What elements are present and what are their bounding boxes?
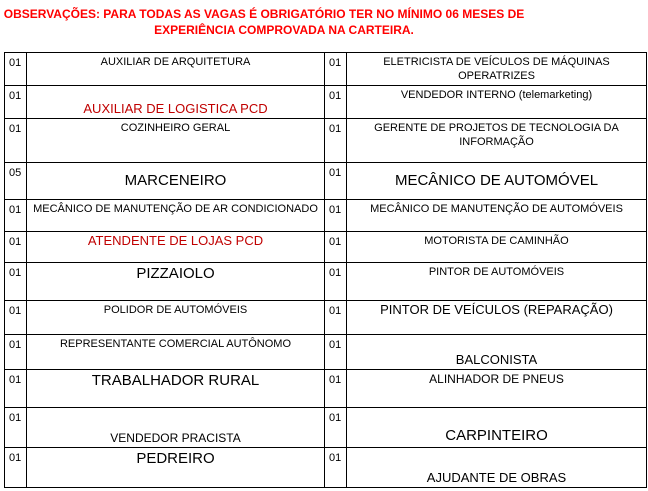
left-quantity: 01 bbox=[5, 370, 27, 408]
left-quantity: 05 bbox=[5, 163, 27, 200]
notice-line-2: EXPERIÊNCIA COMPROVADA NA CARTEIRA. bbox=[154, 23, 414, 37]
right-job-title: AJUDANTE DE OBRAS bbox=[347, 448, 647, 488]
job-vacancies-table bbox=[4, 52, 647, 488]
notice-line-1: OBSERVAÇÕES: PARA TODAS AS VAGAS É OBRIGATÓRIO TER NO MÍNIMO 06 MESES DE bbox=[3, 7, 525, 21]
left-job-title: MARCENEIRO bbox=[27, 163, 325, 200]
right-job-title: GERENTE DE PROJETOS DE TECNOLOGIA DA INFORMAÇÃO bbox=[347, 119, 647, 163]
right-quantity: 01 bbox=[325, 232, 347, 263]
left-quantity: 01 bbox=[5, 335, 27, 370]
right-quantity: 01 bbox=[325, 119, 347, 163]
table-row bbox=[5, 263, 647, 301]
left-job-title: VENDEDOR PRACISTA bbox=[27, 408, 325, 448]
right-quantity: 01 bbox=[325, 370, 347, 408]
table-row bbox=[5, 232, 647, 263]
table-row bbox=[5, 163, 647, 200]
observations-notice bbox=[0, 6, 648, 38]
left-job-title: POLIDOR DE AUTOMÓVEIS bbox=[27, 301, 325, 335]
left-job-title: TRABALHADOR RURAL bbox=[27, 370, 325, 408]
left-quantity: 01 bbox=[5, 408, 27, 448]
right-job-title: CARPINTEIRO bbox=[347, 408, 647, 448]
left-quantity: 01 bbox=[5, 53, 27, 86]
right-quantity: 01 bbox=[325, 335, 347, 370]
left-quantity: 01 bbox=[5, 232, 27, 263]
right-job-title: PINTOR DE VEÍCULOS (REPARAÇÃO) bbox=[347, 301, 647, 335]
table-row bbox=[5, 301, 647, 335]
left-job-title: PEDREIRO bbox=[27, 448, 325, 488]
left-job-title: PIZZAIOLO bbox=[27, 263, 325, 301]
table-row bbox=[5, 370, 647, 408]
table-row bbox=[5, 200, 647, 232]
right-job-title: ELETRICISTA DE VEÍCULOS DE MÁQUINAS OPERATRIZES bbox=[347, 53, 647, 86]
left-quantity: 01 bbox=[5, 200, 27, 232]
right-quantity: 01 bbox=[325, 408, 347, 448]
left-quantity: 01 bbox=[5, 301, 27, 335]
table-row bbox=[5, 53, 647, 86]
right-job-title: MECÂNICO DE MANUTENÇÃO DE AUTOMÓVEIS bbox=[347, 200, 647, 232]
right-job-title: ALINHADOR DE PNEUS bbox=[347, 370, 647, 408]
right-job-title: MOTORISTA DE CAMINHÃO bbox=[347, 232, 647, 263]
left-job-title: AUXILIAR DE ARQUITETURA bbox=[27, 53, 325, 86]
left-job-title: MECÂNICO DE MANUTENÇÃO DE AR CONDICIONADO bbox=[27, 200, 325, 232]
right-quantity: 01 bbox=[325, 163, 347, 200]
right-quantity: 01 bbox=[325, 263, 347, 301]
right-quantity: 01 bbox=[325, 301, 347, 335]
left-job-title: COZINHEIRO GERAL bbox=[27, 119, 325, 163]
left-quantity: 01 bbox=[5, 119, 27, 163]
left-job-title: REPRESENTANTE COMERCIAL AUTÔNOMO bbox=[27, 335, 325, 370]
right-quantity: 01 bbox=[325, 448, 347, 488]
left-quantity: 01 bbox=[5, 263, 27, 301]
table-row bbox=[5, 119, 647, 163]
table-row bbox=[5, 448, 647, 488]
right-job-title: PINTOR DE AUTOMÓVEIS bbox=[347, 263, 647, 301]
right-job-title: BALCONISTA bbox=[347, 335, 647, 370]
left-job-title: AUXILIAR DE LOGISTICA PCD bbox=[27, 86, 325, 119]
right-job-title: MECÂNICO DE AUTOMÓVEL bbox=[347, 163, 647, 200]
right-quantity: 01 bbox=[325, 86, 347, 119]
table-row bbox=[5, 335, 647, 370]
right-quantity: 01 bbox=[325, 200, 347, 232]
table-row bbox=[5, 86, 647, 119]
left-job-title: ATENDENTE DE LOJAS PCD bbox=[27, 232, 325, 263]
left-quantity: 01 bbox=[5, 86, 27, 119]
left-quantity: 01 bbox=[5, 448, 27, 488]
right-job-title: VENDEDOR INTERNO (telemarketing) bbox=[347, 86, 647, 119]
table-row bbox=[5, 408, 647, 448]
right-quantity: 01 bbox=[325, 53, 347, 86]
